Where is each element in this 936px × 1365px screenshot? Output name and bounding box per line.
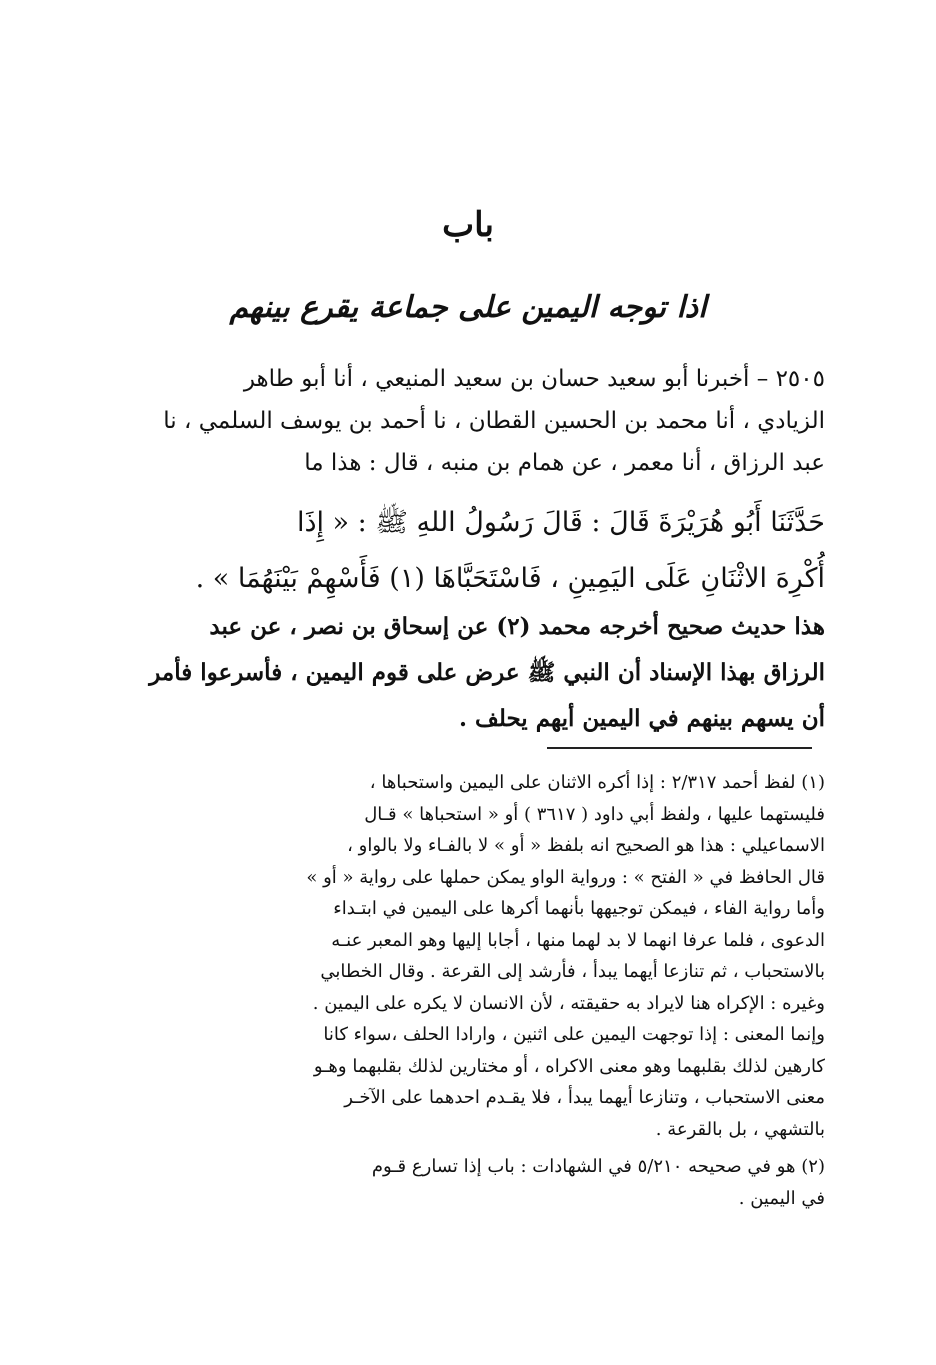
hadith-text — [145, 495, 825, 607]
commentary-line: الرزاق بهذا الإسناد أن النبي ﷺ عرض على قوم اليمين ، فأسرعوا فأمر — [149, 659, 825, 686]
chapter-heading: باب — [442, 205, 494, 245]
footnote-line: وغيره : الإكراه هنا لايراد به حقيقته ، لأن الانسان لا يكره على اليمين . — [312, 992, 825, 1014]
isnad-line: ٢٥٠٥ – أخبرنا أبو سعيد حسان بن سعيد المنيعي ، أنا أبو طاهر — [243, 366, 825, 392]
footnote-divider — [547, 747, 812, 749]
footnote-line: الاسماعيلي : هذا هو الصحيح انه بلفظ « أو » لا بالفـاء ولا بالواو ، — [347, 835, 825, 856]
footnote-line: وأما رواية الفاء ، فيمكن توجيهها بأنهما أكرها على اليمين في ابتـداء — [333, 898, 825, 919]
matn-line: حَدَّثَنَا أَبُو هُرَيْرَةَ قَالَ : قَالَ رَسُولُ اللهِ ﷺ : « إِذَا — [296, 507, 825, 538]
footnote-line: (١) لفظ أحمد ٢/٣١٧ : إذا أكره الاثنان على اليمين واستحباها ، — [369, 772, 825, 793]
footnote-line: كارهين لذلك بقلبهما وهو معنى الاكراه ، أو مختارين لذلك بقلبهما وهـو — [313, 1055, 825, 1077]
commentary-line: هذا حديث صحيح أخرجه محمد (٢) عن إسحاق بن نصر ، عن عبد — [209, 613, 825, 640]
footnote-line: في اليمين . — [738, 1187, 825, 1209]
isnad-line: الزيادي ، أنا محمد بن الحسين القطان ، نا أحمد بن يوسف السلمي ، نا — [163, 408, 825, 434]
matn-line: أُكْرِهَ الاثْنَانِ عَلَى اليَمِينِ ، فَاسْتَحَبَّاهَا (١) فَأَسْهِمْ بَيْنَهُمَا » . — [195, 563, 825, 594]
footnote-line: الدعوى ، فلما عرفا انهما لا بد لهما منها ، أجابا إليها وهو المعبر عنـه — [331, 929, 825, 951]
hadith-commentary — [145, 604, 825, 742]
footnote-line: (٢) هو في صحيحه ٥/٢١٠ في الشهادات : باب إذا تسارع قـوم — [371, 1156, 825, 1177]
footnote-line: بالاستحباب ، ثم تنازعا أيهما يبدأ ، فأرشد إلى القرعة . وقال الخطابي — [320, 961, 825, 982]
hadith-isnad — [145, 358, 825, 484]
footnote-line: معنى الاستحباب ، وتنازعا أيهما يبدأ ، فلا يقـدم احدهما على الآخـر — [344, 1087, 825, 1108]
chapter-title: اذا توجه اليمين على جماعة يقرع بينهم — [229, 290, 707, 325]
footnote-1 — [155, 767, 825, 1145]
footnotes — [155, 767, 825, 1214]
commentary-line: أن يسهم بينهم في اليمين أيهم يحلف . — [459, 705, 825, 732]
isnad-line: عبد الرزاق ، أنا معمر ، عن همام بن منبه ، قال : هذا ما — [304, 450, 825, 476]
footnote-line: وإنما المعنى : إذا توجهت اليمين على اثنين ، وارادا الحلف ،سواء كانا — [323, 1024, 825, 1045]
footnote-line: قال الحافظ في « الفتح » : ورواية الواو يمكن حملها على رواية « أو » — [306, 866, 825, 888]
footnote-2 — [155, 1151, 825, 1214]
footnote-line: بالتشهي ، بل بالقرعة . — [655, 1118, 825, 1140]
footnote-line: فليستهما عليها ، ولفظ أبي داود ( ٣٦١٧ ) أو « استحباها » قـال — [364, 803, 825, 825]
